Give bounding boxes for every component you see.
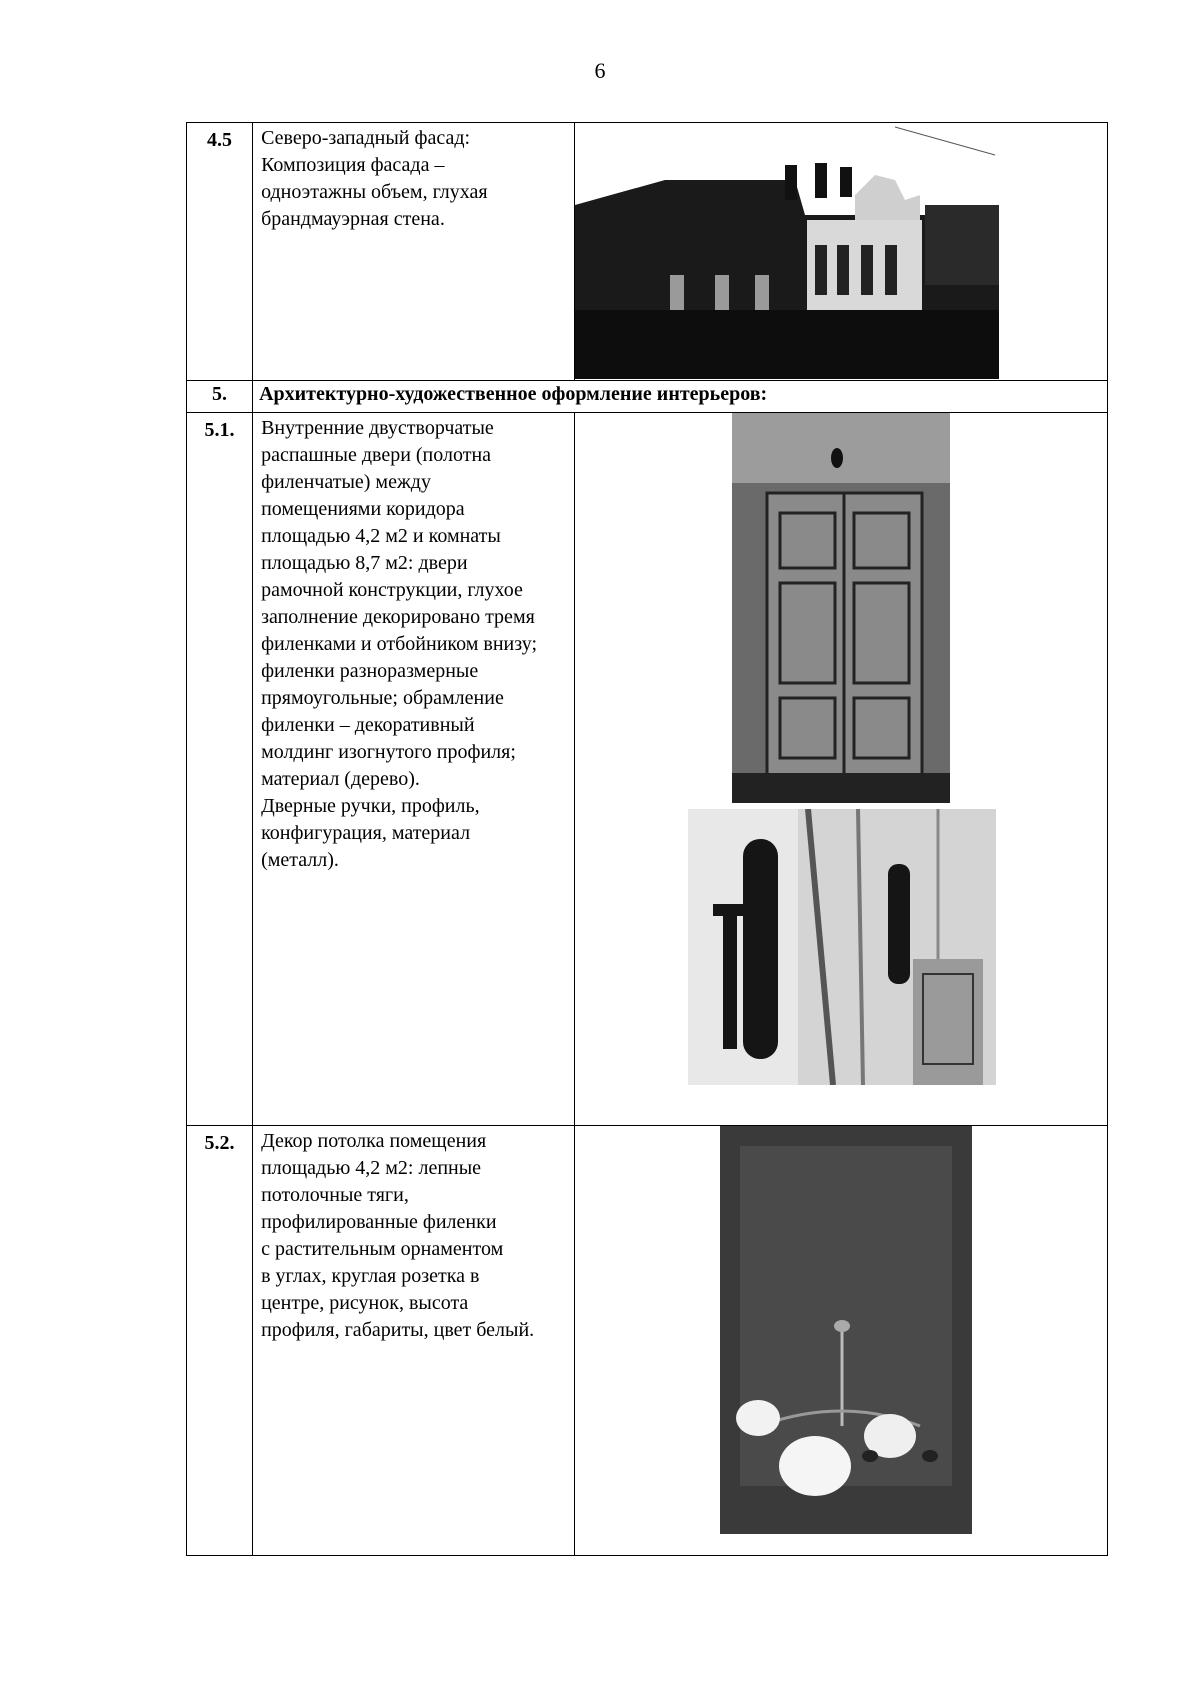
table-row-5-1 [187, 413, 1108, 1126]
text-line: Декор потолка помещения [261, 1130, 487, 1152]
text-line: материал (дерево). [261, 768, 420, 790]
table-row-5 [187, 381, 1108, 413]
text-line: рамочной конструкции, глухое [261, 579, 523, 601]
text-line: молдинг изогнутого профиля; [261, 741, 516, 763]
text-line: площадью 4,2 м2 и комнаты [261, 525, 501, 547]
text-line: профилированные филенки [261, 1211, 497, 1233]
text-line: Внутренние двустворчатые [261, 417, 494, 439]
text-line: конфигурация, материал [261, 822, 471, 844]
text-line: в углах, круглая розетка в [261, 1265, 480, 1287]
row-description [253, 1126, 575, 1556]
page-number: 6 [594, 58, 606, 83]
row-description [253, 123, 575, 381]
text-line: одноэтажны объем, глухая [261, 181, 488, 203]
row-description [253, 413, 575, 1126]
row-photo-cell [575, 413, 1108, 1126]
text-line: с растительным орнаментом [261, 1238, 504, 1260]
text-line: филенчатые) между [261, 471, 431, 493]
text-line: прямоугольные; обрамление [261, 687, 504, 709]
text-line: площадью 4,2 м2: лепные [261, 1157, 482, 1179]
text-line: брандмауэрная стена. [261, 208, 445, 230]
door-handles-photo [688, 809, 996, 1085]
section-number: 5. [187, 381, 253, 413]
text-line: Композиция фасада – [261, 154, 445, 176]
text-line: Северо-западный фасад: [261, 127, 471, 149]
text-line: филенки – декоративный [261, 714, 475, 736]
row-photo-cell [575, 1126, 1108, 1556]
row-number: 4.5 [187, 123, 253, 381]
ceiling-chandelier-photo [720, 1126, 972, 1534]
text-line: площадью 8,7 м2: двери [261, 552, 468, 574]
text-line: центре, рисунок, высота [261, 1292, 469, 1314]
text-line: профиля, габариты, цвет белый. [261, 1319, 535, 1341]
text-line: (металл). [261, 849, 339, 871]
text-line: филенками и отбойником внизу; [261, 633, 537, 655]
text-line: распашные двери (полотна [261, 444, 492, 466]
text-line: заполнение декорировано тремя [261, 606, 535, 628]
text-line: помещениями коридора [261, 498, 465, 520]
text-line: Дверные ручки, профиль, [261, 795, 480, 817]
row-number: 5.1. [187, 413, 253, 1126]
text-line: потолочные тяги, [261, 1184, 409, 1206]
facade-photo [575, 125, 999, 379]
table-row-4-5 [187, 123, 1108, 381]
table-row-5-2 [187, 1126, 1108, 1556]
section-title: Архитектурно-художественное оформление интерьеров: [253, 381, 1108, 413]
text-line: филенки разноразмерные [261, 660, 479, 682]
row-photo-cell [575, 123, 1108, 381]
objects-table [186, 122, 1108, 1556]
row-number: 5.2. [187, 1126, 253, 1556]
double-door-photo [732, 413, 950, 803]
